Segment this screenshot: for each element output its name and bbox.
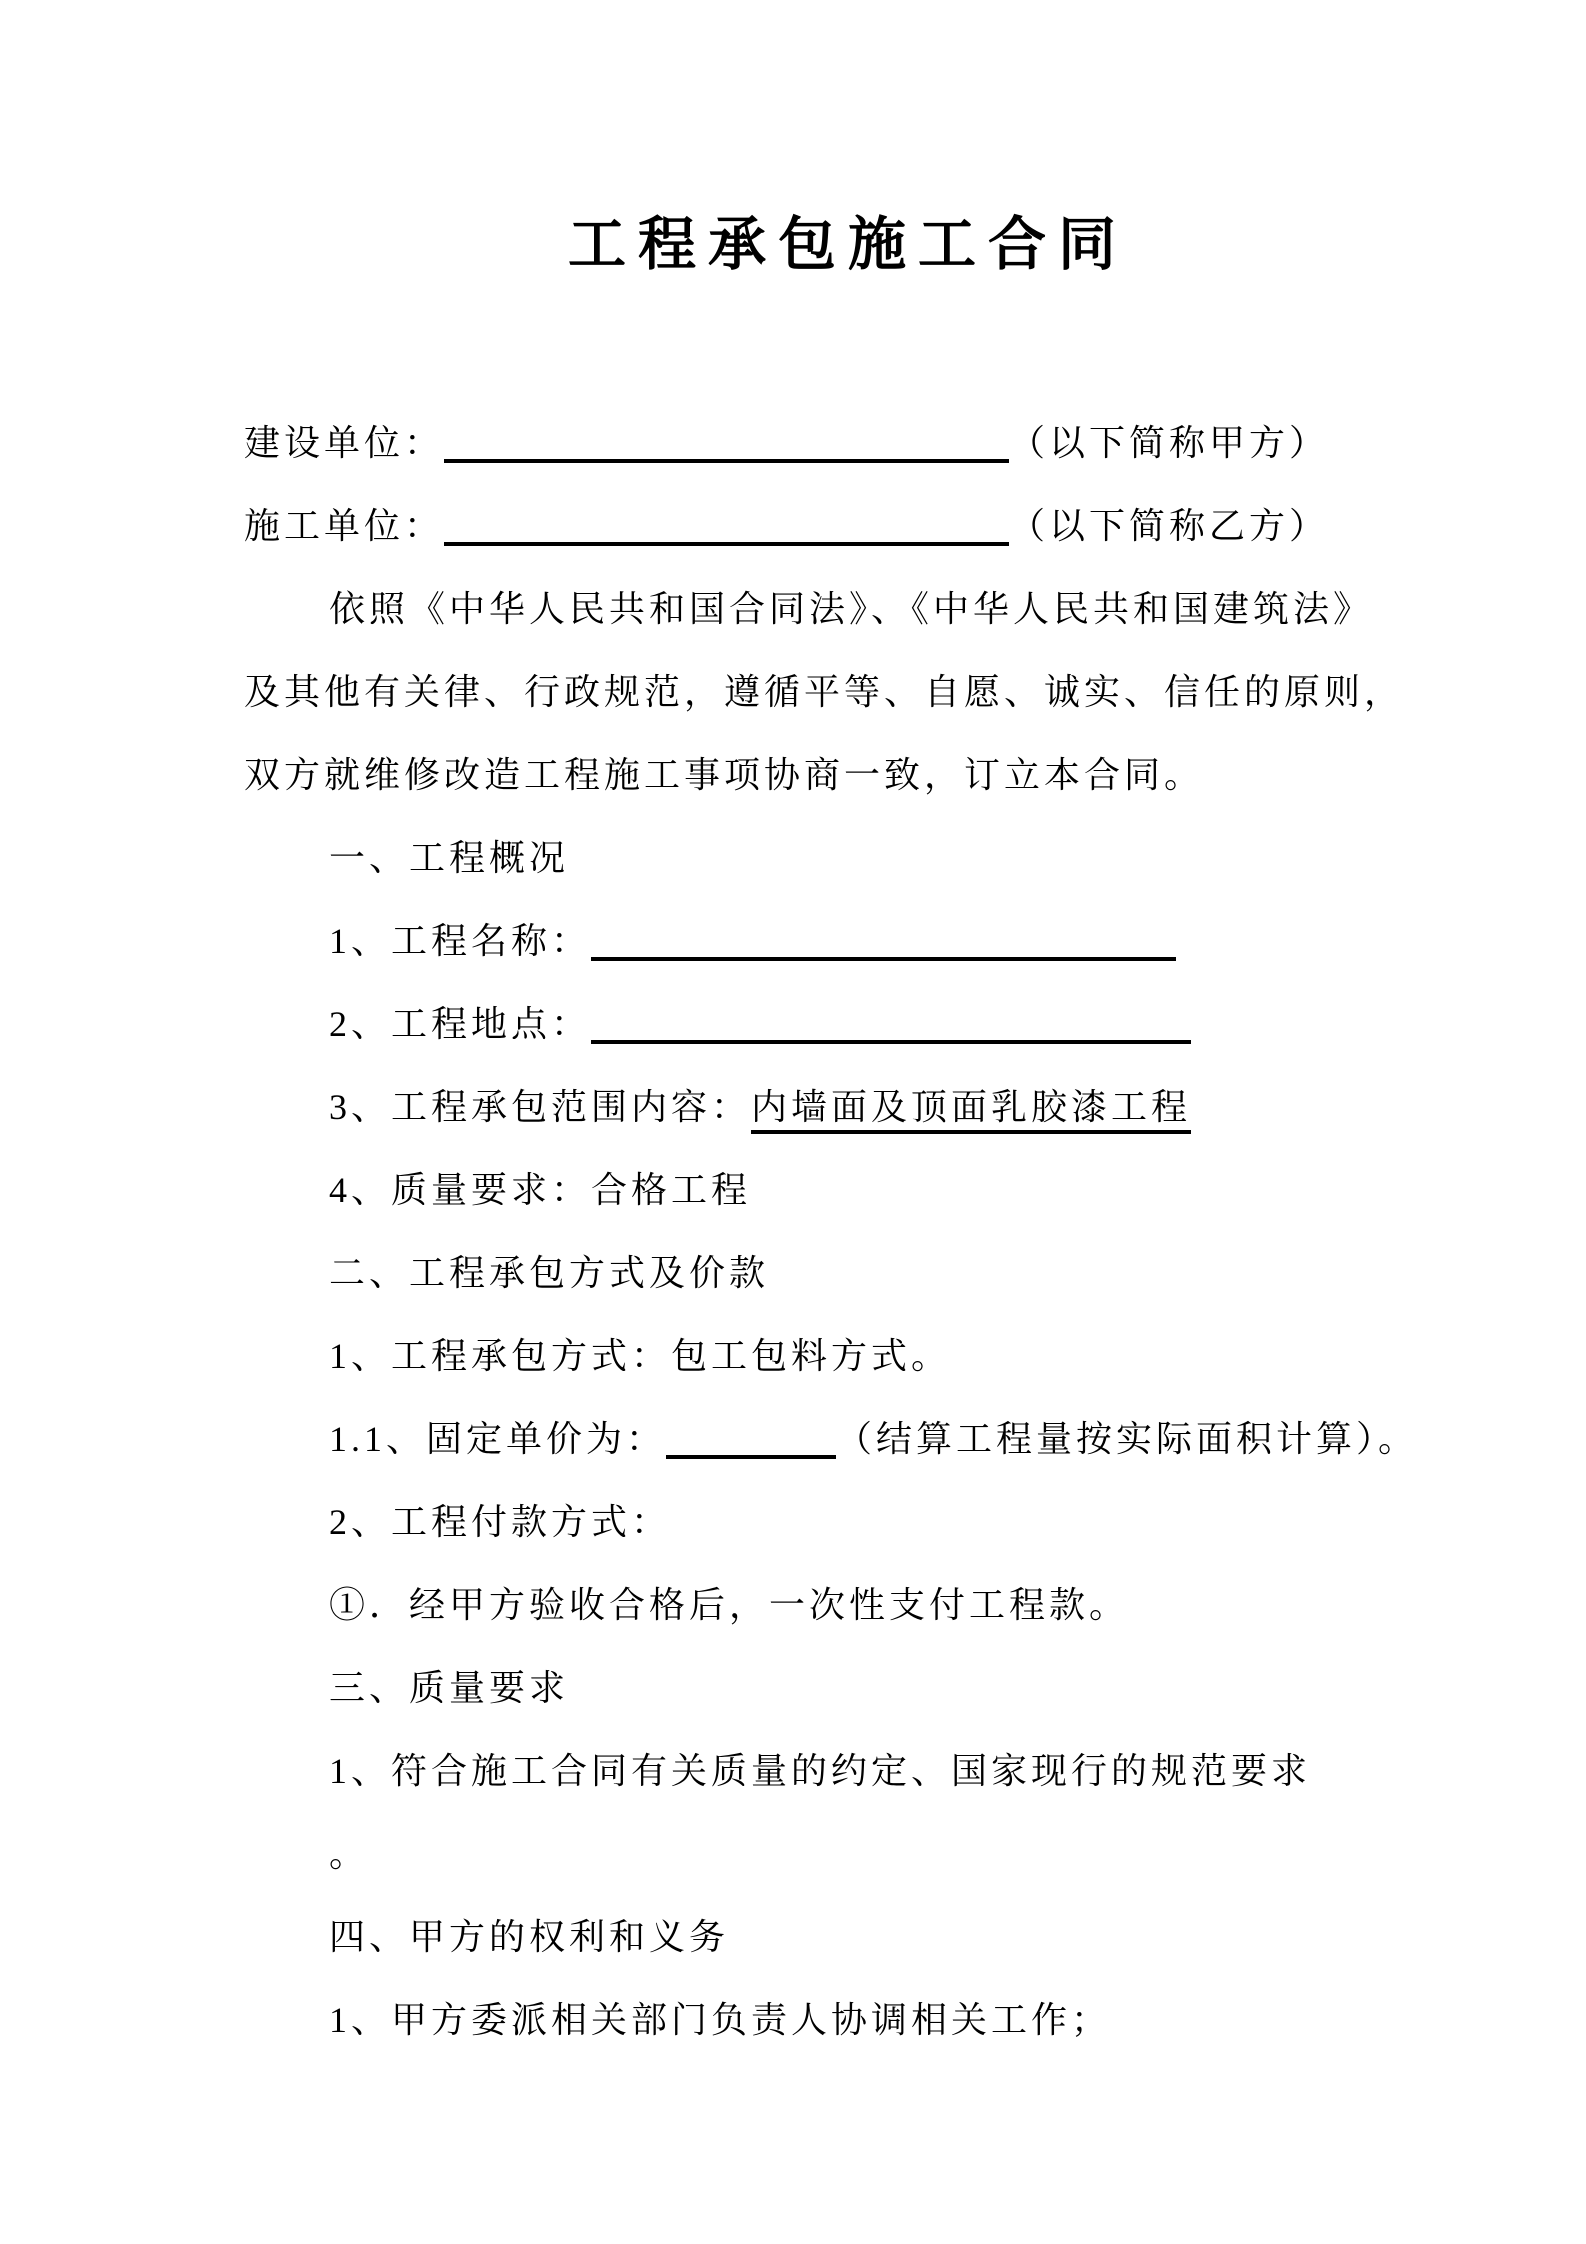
contract-scope-line bbox=[244, 1066, 1586, 1149]
builder-blank-field bbox=[444, 459, 1009, 463]
contractor-note: （以下简称乙方） bbox=[1009, 506, 1330, 546]
section1-heading: 一、工程概况 bbox=[329, 838, 570, 878]
party-a-duty-line: 1、甲方委派相关部门负责人协调相关工作； bbox=[329, 2000, 1112, 2040]
project-name-blank-field bbox=[591, 957, 1176, 961]
contractor-label: 施工单位： bbox=[244, 506, 445, 546]
section3-heading: 三、质量要求 bbox=[329, 1668, 570, 1708]
payment-method-sub1-line: ①．经甲方验收合格后，一次性支付工程款。 bbox=[329, 1585, 1130, 1625]
quality-requirement-line: 4、质量要求：合格工程 bbox=[329, 1170, 752, 1210]
quality-clause-line: 1、符合施工合同有关质量的约定、国家现行的规范要求 bbox=[329, 1751, 1312, 1791]
fixed-unit-price-note: （结算工程量按实际面积计算）。 bbox=[836, 1419, 1419, 1459]
contract-scope-label: 3、工程承包范围内容： bbox=[329, 1087, 752, 1127]
builder-label: 建设单位： bbox=[244, 423, 445, 463]
project-name-line bbox=[244, 900, 1586, 983]
project-name-label: 1、工程名称： bbox=[329, 921, 592, 961]
page-title: 工程承包施工合同 bbox=[567, 212, 1128, 277]
section4-heading: 四、甲方的权利和义务 bbox=[329, 1917, 730, 1957]
fixed-unit-price-line bbox=[244, 1398, 1586, 1481]
builder-note: （以下简称甲方） bbox=[1009, 423, 1330, 463]
contract-scope-value: 内墙面及顶面乳胶漆工程 bbox=[751, 1087, 1191, 1134]
fixed-unit-price-label: 1.1、固定单价为： bbox=[329, 1419, 667, 1459]
project-location-label: 2、工程地点： bbox=[329, 1004, 592, 1044]
document-body bbox=[0, 402, 1586, 2062]
payment-method-line: 2、工程付款方式： bbox=[329, 1502, 672, 1542]
contracting-method-line: 1、工程承包方式：包工包料方式。 bbox=[329, 1336, 952, 1376]
preamble-line-2: 及其他有关律、行政规范，遵循平等、自愿、诚实、信任的原则， bbox=[244, 672, 1405, 712]
project-location-line bbox=[244, 983, 1586, 1066]
builder-line bbox=[244, 402, 1586, 485]
contractor-line bbox=[244, 485, 1586, 568]
section2-heading: 二、工程承包方式及价款 bbox=[329, 1253, 770, 1293]
contractor-blank-field bbox=[444, 542, 1009, 546]
preamble-line-1: 依照《中华人民共和国合同法》、《中华人民共和国建筑法》 bbox=[329, 589, 1374, 629]
quality-clause-tail-line: 。 bbox=[329, 1834, 370, 1874]
project-location-blank-field bbox=[591, 1040, 1191, 1044]
fixed-unit-price-blank-field bbox=[666, 1455, 836, 1459]
preamble-line-3: 双方就维修改造工程施工事项协商一致，订立本合同。 bbox=[244, 755, 1205, 795]
